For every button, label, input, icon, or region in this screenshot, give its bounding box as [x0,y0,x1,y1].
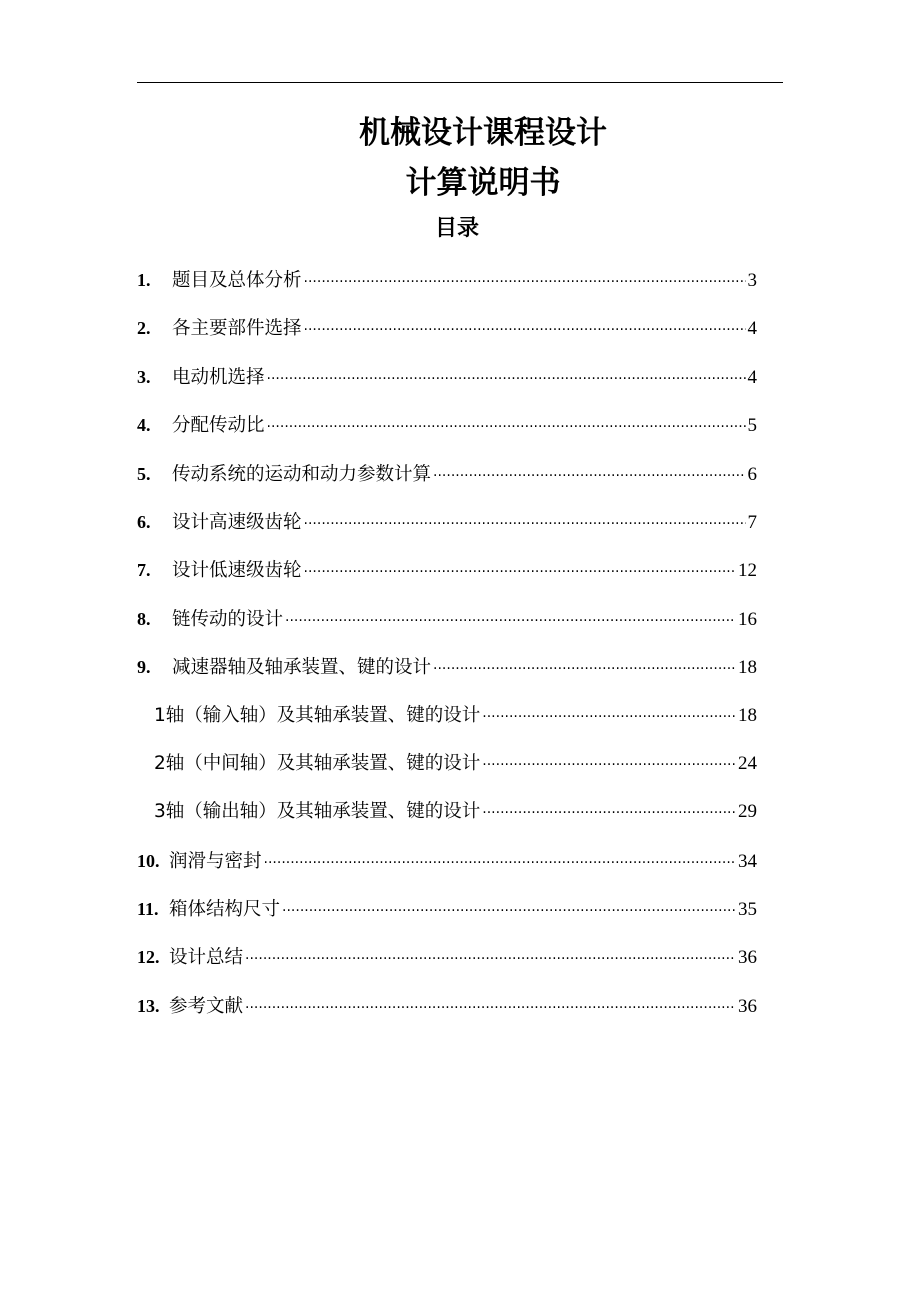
toc-entry-page: 3 [747,270,757,291]
toc-entry-title: 参考文献 [169,995,244,1017]
toc-subentry[interactable] [137,796,757,844]
toc-entry-title: 传动系统的运动和动力参数计算 [172,463,432,485]
toc-entry-number: 5. [137,463,151,484]
toc-entry-number: 6. [137,511,151,532]
toc-entry[interactable] [137,458,757,506]
toc-entry-page: 5 [747,415,757,437]
toc-leader-dots [433,653,736,685]
toc-entry-page: 36 [738,947,757,969]
toc-leader-dots [482,797,736,829]
toc-entry-title: 设计总结 [169,947,244,969]
toc-leader-dots [264,847,736,879]
toc-leader-dots [267,363,746,395]
toc-entry-title: 1轴（输入轴）及其轴承装置、键的设计 [154,704,481,726]
toc-entry[interactable] [137,264,757,312]
toc-entry-page: 35 [738,899,757,921]
toc-entry-page: 6 [747,463,757,485]
toc-leader-dots [282,895,736,927]
toc-heading [0,218,920,240]
toc-leader-dots [267,411,746,443]
toc-entry-number: 13. [137,995,160,1016]
toc-entry-page: 18 [738,657,757,679]
toc-leader-dots [304,508,746,540]
toc-entry-page: 29 [738,801,757,823]
header-rule [137,82,783,83]
toc-entry-page: 16 [738,608,757,630]
toc-entry-title: 2轴（中间轴）及其轴承装置、键的设计 [154,752,481,774]
toc-entry[interactable] [137,603,757,651]
toc-entry-title: 润滑与密封 [169,850,262,872]
toc-entry-title: 电动机选择 [172,366,265,388]
toc-leader-dots [433,460,745,492]
toc-entry-number: 11. [137,899,159,920]
toc-heading-text: 目录 [434,216,479,241]
toc-entry-title: 链传动的设计 [172,608,284,630]
toc-entry-number: 10. [137,850,160,871]
toc-entry-page: 24 [738,752,757,774]
toc-entry[interactable] [137,990,757,1038]
toc-leader-dots [304,266,746,298]
toc-subentry[interactable] [137,700,757,748]
toc-entry[interactable] [137,312,757,360]
toc-entry-title: 题目及总体分析 [172,270,302,291]
toc-entry-number: 9. [137,657,151,678]
toc-entry-title: 设计低速级齿轮 [172,560,302,582]
toc-leader-dots [245,992,736,1024]
toc-entry-page: 12 [738,560,757,582]
toc-entry-number: 8. [137,608,151,629]
toc-entry-title: 3轴（输出轴）及其轴承装置、键的设计 [154,801,481,823]
toc-entry-number: 12. [137,947,160,968]
table-of-contents [137,264,757,1038]
toc-leader-dots [304,314,746,346]
toc-entry-number: 3. [137,366,151,387]
toc-entry[interactable] [137,941,757,989]
toc-entry[interactable] [137,361,757,409]
toc-entry-title: 分配传动比 [172,415,265,437]
toc-entry[interactable] [137,506,757,554]
toc-entry-page: 18 [738,704,757,726]
document-title: 机械设计课程设计 [359,115,607,151]
toc-entry[interactable] [137,845,757,893]
toc-leader-dots [245,943,736,975]
toc-entry-number: 1. [137,270,151,290]
toc-entry-number: 7. [137,560,151,581]
toc-leader-dots [482,749,736,781]
toc-entry[interactable] [137,409,757,457]
toc-entry[interactable] [137,893,757,941]
toc-entry-page: 36 [738,995,757,1017]
toc-leader-dots [304,556,736,588]
toc-entry-page: 34 [738,850,757,872]
toc-entry-number: 2. [137,318,151,339]
toc-entry-title: 箱体结构尺寸 [169,899,281,921]
toc-entry-title: 减速器轴及轴承装置、键的设计 [172,657,432,679]
toc-entry-page: 7 [747,511,757,533]
toc-entry-title: 设计高速级齿轮 [172,511,302,533]
toc-entry-number: 4. [137,415,151,436]
document-subtitle: 计算说明书 [405,165,561,201]
toc-entry[interactable] [137,651,757,699]
toc-leader-dots [285,605,736,637]
toc-entry-page: 4 [747,366,757,388]
toc-leader-dots [482,701,736,733]
toc-entry-page: 4 [747,318,757,340]
toc-entry[interactable] [137,554,757,602]
toc-subentry[interactable] [137,748,757,796]
toc-entry-title: 各主要部件选择 [172,318,302,340]
